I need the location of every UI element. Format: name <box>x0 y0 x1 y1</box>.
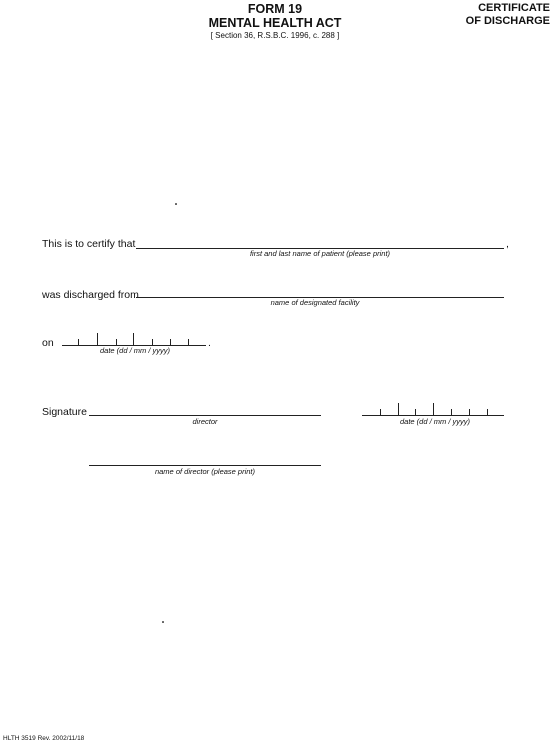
date-tick <box>487 409 488 415</box>
patient-name-caption: first and last name of patient (please print) <box>249 249 391 258</box>
director-signature-field[interactable] <box>89 415 321 416</box>
date-tick <box>152 339 153 345</box>
on-label: on <box>42 337 54 349</box>
date-tick <box>170 339 171 345</box>
act-title: MENTAL HEALTH ACT <box>208 16 342 30</box>
date-tick <box>133 333 134 345</box>
certificate-title-line2: OF DISCHARGE <box>465 15 550 27</box>
director-name-caption: name of director (please print) <box>154 467 256 476</box>
date-tick <box>78 339 79 345</box>
scan-speck <box>175 203 177 205</box>
certificate-title <box>440 2 550 28</box>
date-tick <box>116 339 117 345</box>
discharged-label: was discharged from <box>42 289 139 301</box>
date-tick <box>469 409 470 415</box>
signature-date-caption: date (dd / mm / yyyy) <box>399 417 471 426</box>
date-tick <box>451 409 452 415</box>
date-tick <box>188 339 189 345</box>
discharge-date-caption: date (dd / mm / yyyy) <box>99 346 171 355</box>
certificate-title-line1: CERTIFICATE <box>478 2 550 14</box>
facility-caption: name of designated facility <box>270 298 360 307</box>
signature-date-field[interactable] <box>362 415 504 416</box>
date-tick <box>97 333 98 345</box>
date-tick <box>380 409 381 415</box>
on-period: . <box>208 337 211 349</box>
certify-comma: , <box>506 238 509 250</box>
certify-label: This is to certify that <box>42 238 136 250</box>
scan-speck <box>162 621 164 623</box>
date-tick <box>398 403 399 415</box>
statute-citation: [ Section 36, R.S.B.C. 1996, c. 288 ] <box>210 31 340 40</box>
form-code: HLTH 3519 Rev. 2002/11/18 <box>3 735 85 742</box>
director-name-field[interactable] <box>89 465 321 466</box>
date-tick <box>415 409 416 415</box>
director-caption: director <box>192 417 218 426</box>
form-number: FORM 19 <box>247 2 303 16</box>
date-tick <box>433 403 434 415</box>
signature-label: Signature <box>42 406 87 418</box>
